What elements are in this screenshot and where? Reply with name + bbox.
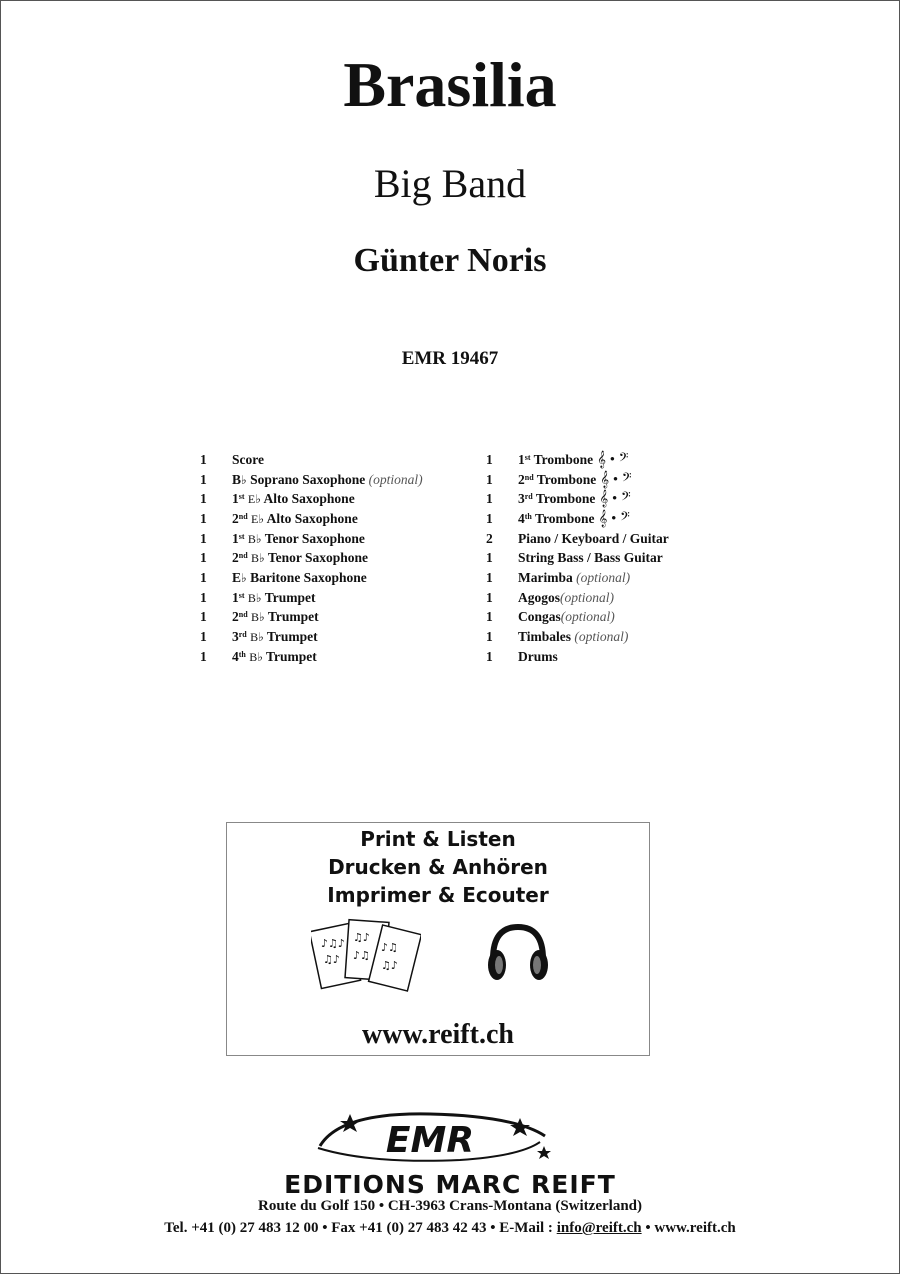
part-row: [200, 608, 423, 628]
part-ordinal: 2: [232, 510, 239, 526]
part-ordinal: 1: [232, 530, 239, 546]
composer-name: Günter Noris: [353, 242, 547, 279]
part-name: [518, 451, 628, 469]
part-row: [200, 509, 423, 529]
part-count: 2: [486, 530, 493, 546]
part-name: [232, 452, 264, 468]
part-label: Alto Saxophone: [260, 491, 355, 507]
part-name: [518, 570, 630, 586]
print-listen-box: [226, 822, 650, 1056]
part-label: Trumpet: [264, 609, 319, 625]
part-label: Agogos: [518, 589, 561, 605]
part-row: [200, 627, 423, 647]
part-count: 1: [486, 609, 493, 625]
part-optional-note: (optional): [572, 569, 631, 585]
part-label: Trumpet: [261, 589, 316, 605]
part-ordinal: 2: [518, 471, 525, 487]
part-ordinal: 2: [232, 609, 239, 625]
part-ordinal-suffix: th: [238, 649, 246, 659]
part-label: Drums: [518, 648, 558, 664]
part-label: Congas: [518, 609, 561, 625]
part-ordinal: 4: [232, 648, 239, 664]
part-key: B♭: [250, 630, 264, 645]
svg-text:♪♫: ♪♫: [353, 949, 370, 962]
part-count: 1: [200, 609, 207, 625]
part-count: 1: [200, 550, 207, 566]
part-name: [232, 531, 365, 547]
part-ordinal: 3: [232, 629, 239, 645]
parts-list-right: [486, 450, 669, 667]
publisher-address: Route du Golf 150 • CH-3963 Crans-Montana (Switzerland): [258, 1198, 642, 1214]
part-count: 1: [200, 589, 207, 605]
part-count: 1: [486, 550, 493, 566]
part-label: Trumpet: [262, 648, 317, 664]
part-count: 1: [486, 471, 493, 487]
part-count: 1: [486, 629, 493, 645]
part-count: 1: [200, 451, 207, 467]
contact-email-link[interactable]: info@reift.ch: [556, 1220, 642, 1236]
part-row: [486, 627, 669, 647]
promo-line-german: Drucken & Anhören: [328, 855, 548, 879]
part-row: [200, 548, 423, 568]
part-name: [232, 472, 423, 488]
part-ordinal: 1: [232, 589, 239, 605]
clef-icon: 𝄞 • 𝄢: [599, 491, 631, 508]
part-name: [232, 629, 318, 645]
part-ordinal: 1: [518, 451, 525, 467]
part-name: [518, 590, 614, 606]
part-row: [200, 588, 423, 608]
part-row: [486, 509, 669, 529]
part-count: 1: [486, 589, 493, 605]
part-name: [518, 550, 663, 566]
part-count: 1: [486, 648, 493, 664]
svg-text:♫♪: ♫♪: [381, 959, 398, 972]
part-count: 1: [200, 530, 207, 546]
part-count: 1: [486, 510, 493, 526]
part-row: [200, 470, 423, 490]
part-ordinal: 2: [232, 550, 239, 566]
part-optional-note: (optional): [365, 471, 423, 487]
part-name: [518, 649, 558, 665]
part-name: [518, 490, 631, 508]
part-ordinal: 3: [518, 491, 525, 507]
logo-text: EMR: [385, 1120, 475, 1161]
part-label: String Bass / Bass Guitar: [518, 550, 663, 566]
part-label: Baritone Saxophone: [246, 569, 367, 585]
part-label: Trombone: [531, 510, 595, 526]
part-ordinal-suffix: nd: [524, 472, 534, 482]
part-ordinal: E: [232, 569, 242, 585]
score-title: Brasilia: [343, 49, 557, 120]
emr-logo: [300, 1106, 560, 1166]
part-key: E♭: [247, 492, 261, 507]
part-row: [486, 450, 669, 470]
contact-phone-fax: Tel. +41 (0) 27 483 12 00 • Fax +41 (0) 27 483 42 43 • E-Mail :: [164, 1220, 557, 1236]
part-label: Timbales: [518, 629, 572, 645]
part-row: [486, 548, 669, 568]
part-row: [486, 470, 669, 490]
part-row: [200, 647, 423, 667]
part-ordinal-suffix: st: [238, 492, 245, 502]
part-label: Alto Saxophone: [264, 510, 358, 526]
part-count: 1: [200, 510, 207, 526]
ensemble-subtitle: Big Band: [373, 161, 527, 206]
part-name: [232, 590, 315, 606]
part-ordinal-suffix: rd: [238, 630, 247, 640]
part-count: 1: [486, 569, 493, 585]
part-label: Piano / Keyboard / Guitar: [518, 530, 669, 546]
part-name: [232, 491, 355, 507]
sheet-music-icon: [311, 917, 421, 997]
part-key: B♭: [249, 649, 263, 664]
part-name: [518, 471, 632, 489]
part-ordinal-suffix: nd: [238, 511, 248, 521]
part-ordinal-suffix: rd: [524, 492, 533, 502]
svg-text:♫♪: ♫♪: [323, 953, 340, 966]
part-label: Tenor Saxophone: [261, 530, 365, 546]
part-name: [232, 609, 319, 625]
part-ordinal-suffix: nd: [238, 610, 248, 620]
publisher-contact: [0, 1220, 900, 1237]
part-count: 1: [200, 629, 207, 645]
part-count: 1: [200, 648, 207, 664]
svg-text:♪♫♪: ♪♫♪: [321, 937, 345, 950]
part-label: Trombone: [533, 471, 597, 487]
part-label: Soprano Saxophone: [246, 471, 366, 487]
part-ordinal-suffix: st: [238, 531, 245, 541]
part-ordinal: 4: [518, 510, 525, 526]
parts-list-left: [200, 450, 423, 667]
part-key: B♭: [251, 551, 265, 566]
part-label: Tenor Saxophone: [264, 550, 368, 566]
part-label: Score: [232, 451, 264, 467]
part-count: 1: [200, 491, 207, 507]
part-name: [232, 511, 358, 527]
part-optional-note: (optional): [560, 589, 615, 605]
part-ordinal-suffix: nd: [238, 551, 248, 561]
part-optional-note: (optional): [560, 609, 615, 625]
part-row: [486, 489, 669, 509]
part-name: [232, 550, 368, 566]
publisher-name: EDITIONS MARC REIFT: [284, 1170, 616, 1199]
part-row: [200, 568, 423, 588]
part-key: B♭: [247, 590, 262, 605]
part-label: Trombone: [530, 451, 594, 467]
part-key: B♭: [251, 610, 265, 625]
part-label: Trumpet: [263, 629, 318, 645]
part-row: [486, 568, 669, 588]
part-name: [518, 510, 630, 528]
part-ordinal: 1: [232, 491, 239, 507]
part-ordinal: B: [232, 471, 242, 487]
part-key: B♭: [247, 531, 262, 546]
clef-icon: 𝄞 • 𝄢: [598, 510, 630, 527]
part-count: 1: [200, 471, 207, 487]
part-row: [486, 588, 669, 608]
part-key: ♭: [241, 472, 247, 487]
part-ordinal-suffix: st: [524, 452, 531, 462]
part-key: E♭: [251, 511, 265, 526]
part-row: [200, 529, 423, 549]
part-row: [200, 489, 423, 509]
svg-text:♪♫: ♪♫: [381, 941, 398, 954]
part-ordinal-suffix: th: [524, 511, 532, 521]
part-name: [232, 649, 317, 665]
part-count: 1: [486, 491, 493, 507]
part-row: [486, 647, 669, 667]
part-name: [518, 629, 628, 645]
contact-website[interactable]: • www.reift.ch: [641, 1220, 736, 1236]
part-count: 1: [200, 569, 207, 585]
part-ordinal-suffix: st: [238, 590, 245, 600]
part-name: [232, 570, 367, 586]
part-row: [486, 529, 669, 549]
part-name: [518, 609, 615, 625]
part-row: [486, 608, 669, 628]
part-name: [518, 531, 669, 547]
part-row: [200, 450, 423, 470]
part-optional-note: (optional): [571, 629, 629, 645]
svg-text:♫♪: ♫♪: [353, 931, 370, 944]
part-label: Trombone: [532, 491, 596, 507]
catalog-number: EMR 19467: [401, 348, 499, 369]
promo-line-english: Print & Listen: [360, 827, 516, 851]
promo-url[interactable]: www.reift.ch: [362, 1019, 514, 1050]
clef-icon: 𝄞 • 𝄢: [600, 471, 632, 488]
clef-icon: 𝄞 • 𝄢: [597, 451, 629, 468]
promo-line-french: Imprimer & Ecouter: [327, 883, 549, 907]
part-count: 1: [486, 451, 493, 467]
headphones-icon: [483, 919, 553, 989]
part-label: Marimba: [518, 569, 573, 585]
part-key: ♭: [241, 570, 247, 585]
